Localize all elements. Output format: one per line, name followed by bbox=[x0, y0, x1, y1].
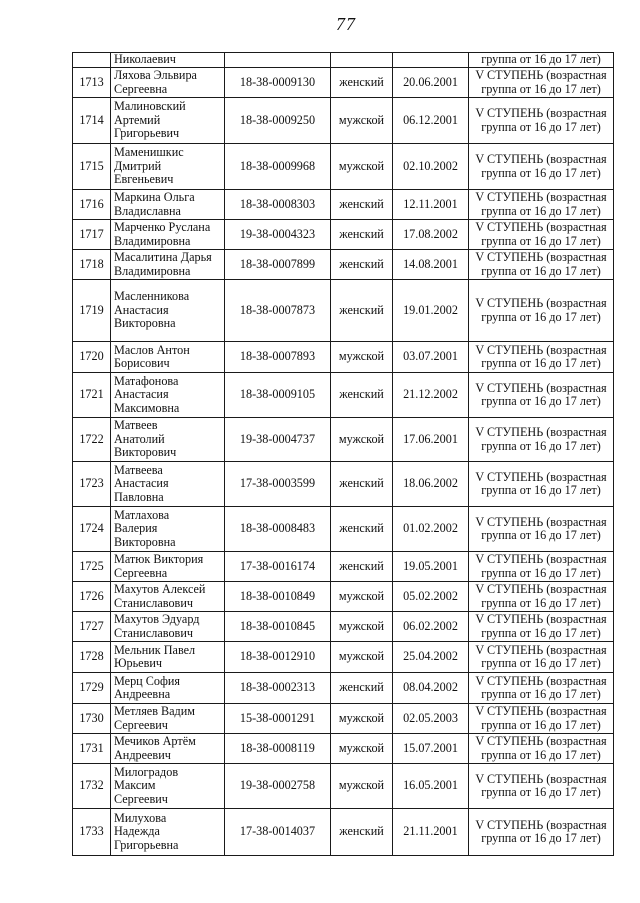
gto-level-cell bbox=[469, 220, 614, 250]
gender-text: мужской bbox=[338, 649, 385, 664]
gender-cell bbox=[331, 342, 393, 373]
full-name-text: Матвеев Анатолий Викторович bbox=[114, 418, 177, 460]
uin-code-text: 18-38-0009250 bbox=[239, 112, 316, 127]
row-number-text: 1718 bbox=[79, 256, 104, 271]
full-name-text: Мечиков Артём Андреевич bbox=[114, 734, 196, 762]
row-number-cell bbox=[73, 612, 111, 642]
gto-level-cell bbox=[469, 373, 614, 418]
table-row bbox=[73, 144, 614, 190]
gender-text: мужской bbox=[338, 349, 385, 364]
gender-cell bbox=[331, 507, 393, 552]
full-name-text: Матлахова Валерия Викторовна bbox=[114, 507, 176, 549]
full-name-text: Маркина Ольга Владиславна bbox=[114, 190, 195, 218]
gender-text: женский bbox=[339, 680, 384, 695]
uin-code-text: 18-38-0007873 bbox=[239, 302, 316, 317]
birth-date-text: 19.01.2002 bbox=[403, 302, 458, 317]
uin-code-text: 15-38-0001291 bbox=[239, 710, 316, 725]
row-number-text: 1716 bbox=[79, 196, 104, 211]
birth-date-text: 02.05.2003 bbox=[403, 710, 458, 725]
gender-text: мужской bbox=[338, 618, 385, 633]
gto-level-cell bbox=[469, 53, 614, 68]
table-row bbox=[73, 704, 614, 734]
table-row bbox=[73, 418, 614, 462]
row-number-text: 1719 bbox=[79, 302, 104, 317]
uin-code-cell bbox=[225, 612, 331, 642]
table-row bbox=[73, 280, 614, 342]
birth-date-text: 02.10.2002 bbox=[403, 158, 458, 173]
gto-level-text: группа от 16 до 17 лет) bbox=[481, 52, 601, 67]
gto-level-text: V СТУПЕНЬ (возрастная группа от 16 до 17 лет) bbox=[475, 582, 607, 610]
gto-level-cell bbox=[469, 704, 614, 734]
birth-date-cell bbox=[393, 342, 469, 373]
uin-code-cell bbox=[225, 220, 331, 250]
full-name-text: Мельник Павел Юрьевич bbox=[114, 642, 196, 670]
full-name-cell bbox=[111, 68, 225, 98]
gto-level-cell bbox=[469, 280, 614, 342]
gto-level-cell bbox=[469, 642, 614, 673]
uin-code-text: 19-38-0004737 bbox=[239, 431, 316, 446]
table-row bbox=[73, 507, 614, 552]
uin-code-text: 18-38-0008483 bbox=[239, 521, 316, 536]
row-number-cell bbox=[73, 220, 111, 250]
uin-code-text: 17-38-0016174 bbox=[239, 558, 316, 573]
row-number-cell bbox=[73, 552, 111, 582]
birth-date-cell bbox=[393, 144, 469, 190]
gender-cell bbox=[331, 612, 393, 642]
uin-code-text: 18-38-0009130 bbox=[239, 74, 316, 89]
full-name-cell bbox=[111, 144, 225, 190]
birth-date-text: 21.11.2001 bbox=[403, 824, 458, 839]
uin-code-cell bbox=[225, 582, 331, 612]
gender-text: женский bbox=[339, 476, 384, 491]
gender-text: женский bbox=[339, 521, 384, 536]
row-number-cell bbox=[73, 809, 111, 856]
gender-text: женский bbox=[339, 387, 384, 402]
full-name-cell bbox=[111, 220, 225, 250]
birth-date-text: 06.12.2001 bbox=[403, 112, 458, 127]
birth-date-cell bbox=[393, 552, 469, 582]
uin-code-cell bbox=[225, 507, 331, 552]
gender-cell bbox=[331, 462, 393, 507]
row-number-text: 1732 bbox=[79, 778, 104, 793]
row-number-cell bbox=[73, 144, 111, 190]
gender-cell bbox=[331, 418, 393, 462]
row-number-text: 1723 bbox=[79, 476, 104, 491]
table-row bbox=[73, 342, 614, 373]
full-name-text: Николаевич bbox=[114, 52, 176, 67]
row-number-cell bbox=[73, 418, 111, 462]
gto-level-text: V СТУПЕНЬ (возрастная группа от 16 до 17 лет) bbox=[475, 734, 607, 762]
gto-level-text: V СТУПЕНЬ (возрастная группа от 16 до 17 лет) bbox=[475, 380, 607, 408]
gto-level-cell bbox=[469, 552, 614, 582]
table-row bbox=[73, 98, 614, 144]
gender-text: женский bbox=[339, 226, 384, 241]
row-number-cell bbox=[73, 68, 111, 98]
full-name-text: Масалитина Дарья Владимировна bbox=[114, 250, 212, 278]
birth-date-text: 05.02.2002 bbox=[403, 588, 458, 603]
uin-code-cell bbox=[225, 68, 331, 98]
birth-date-cell bbox=[393, 809, 469, 856]
row-number-cell bbox=[73, 190, 111, 220]
row-number-text: 1720 bbox=[79, 349, 104, 364]
uin-code-text: 18-38-0009968 bbox=[239, 158, 316, 173]
full-name-cell bbox=[111, 98, 225, 144]
uin-code-text: 18-38-0007893 bbox=[239, 349, 316, 364]
uin-code-cell bbox=[225, 734, 331, 764]
uin-code-text: 19-38-0002758 bbox=[239, 778, 316, 793]
uin-code-cell bbox=[225, 809, 331, 856]
row-number-cell bbox=[73, 642, 111, 673]
birth-date-cell bbox=[393, 250, 469, 280]
row-number-cell bbox=[73, 462, 111, 507]
gender-cell bbox=[331, 190, 393, 220]
uin-code-cell bbox=[225, 342, 331, 373]
birth-date-text: 15.07.2001 bbox=[403, 740, 458, 755]
birth-date-text: 06.02.2002 bbox=[403, 618, 458, 633]
table-row bbox=[73, 642, 614, 673]
full-name-text: Маслов Антон Борисович bbox=[114, 342, 190, 370]
full-name-text: Мерц София Андреевна bbox=[114, 673, 180, 701]
birth-date-text: 19.05.2001 bbox=[403, 558, 458, 573]
page-number: 77 bbox=[336, 14, 356, 34]
row-number-text: 1731 bbox=[79, 740, 104, 755]
full-name-text: Матвеева Анастасия Павловна bbox=[114, 462, 169, 504]
birth-date-text: 08.04.2002 bbox=[403, 680, 458, 695]
gto-level-text: V СТУПЕНЬ (возрастная группа от 16 до 17 лет) bbox=[475, 514, 607, 542]
gto-level-text: V СТУПЕНЬ (возрастная группа от 16 до 17 лет) bbox=[475, 642, 607, 670]
gto-level-cell bbox=[469, 734, 614, 764]
row-number-text: 1729 bbox=[79, 680, 104, 695]
birth-date-cell bbox=[393, 418, 469, 462]
row-number-cell bbox=[73, 582, 111, 612]
uin-code-text: 18-38-0010849 bbox=[239, 588, 316, 603]
row-number-text: 1726 bbox=[79, 588, 104, 603]
row-number-cell bbox=[73, 250, 111, 280]
row-number-cell bbox=[73, 342, 111, 373]
uin-code-text: 18-38-0009105 bbox=[239, 387, 316, 402]
full-name-cell bbox=[111, 190, 225, 220]
birth-date-cell bbox=[393, 220, 469, 250]
gender-text: женский bbox=[339, 824, 384, 839]
uin-code-cell bbox=[225, 144, 331, 190]
birth-date-text: 20.06.2001 bbox=[403, 74, 458, 89]
gender-cell bbox=[331, 642, 393, 673]
uin-code-cell bbox=[225, 462, 331, 507]
table-row bbox=[73, 734, 614, 764]
gto-level-text: V СТУПЕНЬ (возрастная группа от 16 до 17 лет) bbox=[475, 704, 607, 732]
gto-level-cell bbox=[469, 673, 614, 704]
birth-date-text: 17.06.2001 bbox=[403, 431, 458, 446]
gto-level-text: V СТУПЕНЬ (возрастная группа от 16 до 17 лет) bbox=[475, 469, 607, 497]
table-row bbox=[73, 250, 614, 280]
gto-level-text: V СТУПЕНЬ (возрастная группа от 16 до 17 лет) bbox=[475, 220, 607, 248]
registry-table bbox=[72, 52, 614, 856]
table-row bbox=[73, 612, 614, 642]
birth-date-text: 21.12.2002 bbox=[403, 387, 458, 402]
row-number-text: 1717 bbox=[79, 226, 104, 241]
gto-level-cell bbox=[469, 250, 614, 280]
gender-text: мужской bbox=[338, 158, 385, 173]
full-name-cell bbox=[111, 612, 225, 642]
gto-level-text: V СТУПЕНЬ (возрастная группа от 16 до 17 лет) bbox=[475, 342, 607, 370]
row-number-text: 1725 bbox=[79, 558, 104, 573]
uin-code-cell bbox=[225, 552, 331, 582]
full-name-cell bbox=[111, 552, 225, 582]
full-name-cell bbox=[111, 373, 225, 418]
uin-code-text: 19-38-0004323 bbox=[239, 226, 316, 241]
row-number-text: 1727 bbox=[79, 618, 104, 633]
gender-cell bbox=[331, 144, 393, 190]
birth-date-cell bbox=[393, 612, 469, 642]
uin-code-cell bbox=[225, 673, 331, 704]
gender-text: женский bbox=[339, 256, 384, 271]
birth-date-cell bbox=[393, 704, 469, 734]
gto-level-cell bbox=[469, 462, 614, 507]
gto-level-text: V СТУПЕНЬ (возрастная группа от 16 до 17 лет) bbox=[475, 817, 607, 845]
gender-text: женский bbox=[339, 196, 384, 211]
row-number-text: 1715 bbox=[79, 158, 104, 173]
gto-level-cell bbox=[469, 612, 614, 642]
gto-level-text: V СТУПЕНЬ (возрастная группа от 16 до 17 лет) bbox=[475, 250, 607, 278]
table-row bbox=[73, 764, 614, 809]
uin-code-cell bbox=[225, 418, 331, 462]
uin-code-text: 17-38-0003599 bbox=[239, 476, 316, 491]
gender-text: мужской bbox=[338, 588, 385, 603]
birth-date-cell bbox=[393, 98, 469, 144]
gender-text: женский bbox=[339, 302, 384, 317]
full-name-cell bbox=[111, 462, 225, 507]
gender-cell bbox=[331, 98, 393, 144]
gto-level-text: V СТУПЕНЬ (возрастная группа от 16 до 17 лет) bbox=[475, 425, 607, 453]
gender-cell bbox=[331, 704, 393, 734]
full-name-text: Милухова Надежда Григорьевна bbox=[114, 810, 179, 852]
gto-level-cell bbox=[469, 418, 614, 462]
gto-level-text: V СТУПЕНЬ (возрастная группа от 16 до 17 лет) bbox=[475, 68, 607, 96]
birth-date-cell bbox=[393, 582, 469, 612]
row-number-text: 1722 bbox=[79, 431, 104, 446]
gto-level-cell bbox=[469, 342, 614, 373]
gender-cell bbox=[331, 673, 393, 704]
gender-text: мужской bbox=[338, 431, 385, 446]
table-row bbox=[73, 53, 614, 68]
gender-text: женский bbox=[339, 74, 384, 89]
row-number-text: 1724 bbox=[79, 521, 104, 536]
row-number-cell bbox=[73, 704, 111, 734]
full-name-text: Масленникова Анастасия Викторовна bbox=[114, 289, 190, 331]
full-name-text: Малиновский Артемий Григорьевич bbox=[114, 99, 186, 141]
uin-code-cell bbox=[225, 704, 331, 734]
birth-date-cell bbox=[393, 373, 469, 418]
birth-date-cell bbox=[393, 734, 469, 764]
full-name-cell bbox=[111, 642, 225, 673]
full-name-cell bbox=[111, 342, 225, 373]
full-name-text: Махутов Эдуард Станиславович bbox=[114, 612, 200, 640]
birth-date-cell bbox=[393, 764, 469, 809]
gender-cell bbox=[331, 373, 393, 418]
uin-code-cell bbox=[225, 764, 331, 809]
uin-code-cell bbox=[225, 280, 331, 342]
full-name-cell bbox=[111, 809, 225, 856]
gender-cell bbox=[331, 734, 393, 764]
birth-date-text: 01.02.2002 bbox=[403, 521, 458, 536]
table-row bbox=[73, 552, 614, 582]
gender-text: мужской bbox=[338, 710, 385, 725]
birth-date-text: 18.06.2002 bbox=[403, 476, 458, 491]
uin-code-text: 18-38-0012910 bbox=[239, 649, 316, 664]
gto-level-cell bbox=[469, 98, 614, 144]
full-name-text: Милоградов Максим Сергеевич bbox=[114, 764, 179, 806]
row-number-text: 1721 bbox=[79, 387, 104, 402]
gto-level-text: V СТУПЕНЬ (возрастная группа от 16 до 17 лет) bbox=[475, 106, 607, 134]
full-name-cell bbox=[111, 418, 225, 462]
gender-cell bbox=[331, 552, 393, 582]
gender-text: мужской bbox=[338, 112, 385, 127]
row-number-text: 1733 bbox=[79, 824, 104, 839]
row-number-cell bbox=[73, 98, 111, 144]
gto-level-text: V СТУПЕНЬ (возрастная группа от 16 до 17 лет) bbox=[475, 296, 607, 324]
uin-code-cell bbox=[225, 250, 331, 280]
birth-date-text: 03.07.2001 bbox=[403, 349, 458, 364]
gender-cell bbox=[331, 220, 393, 250]
gto-level-text: V СТУПЕНЬ (возрастная группа от 16 до 17 лет) bbox=[475, 612, 607, 640]
gto-level-text: V СТУПЕНЬ (возрастная группа от 16 до 17 лет) bbox=[475, 552, 607, 580]
birth-date-cell bbox=[393, 53, 469, 68]
birth-date-cell bbox=[393, 190, 469, 220]
row-number-text: 1713 bbox=[79, 74, 104, 89]
birth-date-text: 12.11.2001 bbox=[403, 196, 458, 211]
row-number-text: 1730 bbox=[79, 710, 104, 725]
gto-level-cell bbox=[469, 582, 614, 612]
gto-level-cell bbox=[469, 809, 614, 856]
gender-cell bbox=[331, 809, 393, 856]
full-name-text: Махутов Алексей Станиславович bbox=[114, 582, 206, 610]
table-row bbox=[73, 809, 614, 856]
gender-cell bbox=[331, 68, 393, 98]
gender-cell bbox=[331, 250, 393, 280]
row-number-cell bbox=[73, 373, 111, 418]
registry-table-body bbox=[73, 53, 614, 856]
uin-code-text: 18-38-0007899 bbox=[239, 256, 316, 271]
uin-code-cell bbox=[225, 373, 331, 418]
gto-level-cell bbox=[469, 190, 614, 220]
uin-code-cell bbox=[225, 642, 331, 673]
uin-code-text: 18-38-0008303 bbox=[239, 196, 316, 211]
full-name-cell bbox=[111, 280, 225, 342]
full-name-cell bbox=[111, 53, 225, 68]
table-row bbox=[73, 673, 614, 704]
full-name-text: Матафонова Анастасия Максимовна bbox=[114, 373, 180, 415]
birth-date-text: 25.04.2002 bbox=[403, 649, 458, 664]
gto-level-text: V СТУПЕНЬ (возрастная группа от 16 до 17 лет) bbox=[475, 152, 607, 180]
row-number-cell bbox=[73, 53, 111, 68]
full-name-text: Маменишкис Дмитрий Евгеньевич bbox=[114, 145, 184, 187]
birth-date-text: 17.08.2002 bbox=[403, 226, 458, 241]
gender-cell bbox=[331, 280, 393, 342]
gto-level-cell bbox=[469, 68, 614, 98]
full-name-text: Ляхова Эльвира Сергеевна bbox=[114, 68, 197, 96]
birth-date-cell bbox=[393, 68, 469, 98]
birth-date-text: 14.08.2001 bbox=[403, 256, 458, 271]
birth-date-cell bbox=[393, 642, 469, 673]
row-number-cell bbox=[73, 507, 111, 552]
table-row bbox=[73, 373, 614, 418]
gto-level-text: V СТУПЕНЬ (возрастная группа от 16 до 17 лет) bbox=[475, 673, 607, 701]
uin-code-cell bbox=[225, 53, 331, 68]
table-row bbox=[73, 68, 614, 98]
gender-text: женский bbox=[339, 558, 384, 573]
full-name-cell bbox=[111, 507, 225, 552]
birth-date-text: 16.05.2001 bbox=[403, 778, 458, 793]
full-name-text: Матюк Виктория Сергеевна bbox=[114, 552, 204, 580]
gto-level-cell bbox=[469, 144, 614, 190]
full-name-cell bbox=[111, 764, 225, 809]
row-number-text: 1714 bbox=[79, 112, 104, 127]
gender-cell bbox=[331, 582, 393, 612]
full-name-cell bbox=[111, 673, 225, 704]
row-number-cell bbox=[73, 734, 111, 764]
birth-date-cell bbox=[393, 280, 469, 342]
gender-cell bbox=[331, 53, 393, 68]
gto-level-cell bbox=[469, 507, 614, 552]
table-row bbox=[73, 582, 614, 612]
gto-level-cell bbox=[469, 764, 614, 809]
uin-code-text: 18-38-0008119 bbox=[240, 740, 315, 755]
full-name-text: Марченко Руслана Владимировна bbox=[114, 220, 211, 248]
uin-code-text: 18-38-0010845 bbox=[239, 618, 316, 633]
gto-level-text: V СТУПЕНЬ (возрастная группа от 16 до 17 лет) bbox=[475, 771, 607, 799]
table-row bbox=[73, 190, 614, 220]
table-row bbox=[73, 220, 614, 250]
full-name-cell bbox=[111, 734, 225, 764]
birth-date-cell bbox=[393, 462, 469, 507]
row-number-cell bbox=[73, 673, 111, 704]
table-row bbox=[73, 462, 614, 507]
gender-cell bbox=[331, 764, 393, 809]
row-number-cell bbox=[73, 280, 111, 342]
full-name-cell bbox=[111, 582, 225, 612]
full-name-cell bbox=[111, 704, 225, 734]
gender-text: мужской bbox=[338, 778, 385, 793]
gto-level-text: V СТУПЕНЬ (возрастная группа от 16 до 17 лет) bbox=[475, 190, 607, 218]
uin-code-text: 18-38-0002313 bbox=[239, 680, 316, 695]
uin-code-text: 17-38-0014037 bbox=[239, 824, 316, 839]
uin-code-cell bbox=[225, 190, 331, 220]
gender-text: мужской bbox=[338, 740, 385, 755]
row-number-cell bbox=[73, 764, 111, 809]
full-name-cell bbox=[111, 250, 225, 280]
birth-date-cell bbox=[393, 673, 469, 704]
row-number-text: 1728 bbox=[79, 649, 104, 664]
uin-code-cell bbox=[225, 98, 331, 144]
birth-date-cell bbox=[393, 507, 469, 552]
full-name-text: Метляев Вадим Сергеевич bbox=[114, 704, 195, 732]
